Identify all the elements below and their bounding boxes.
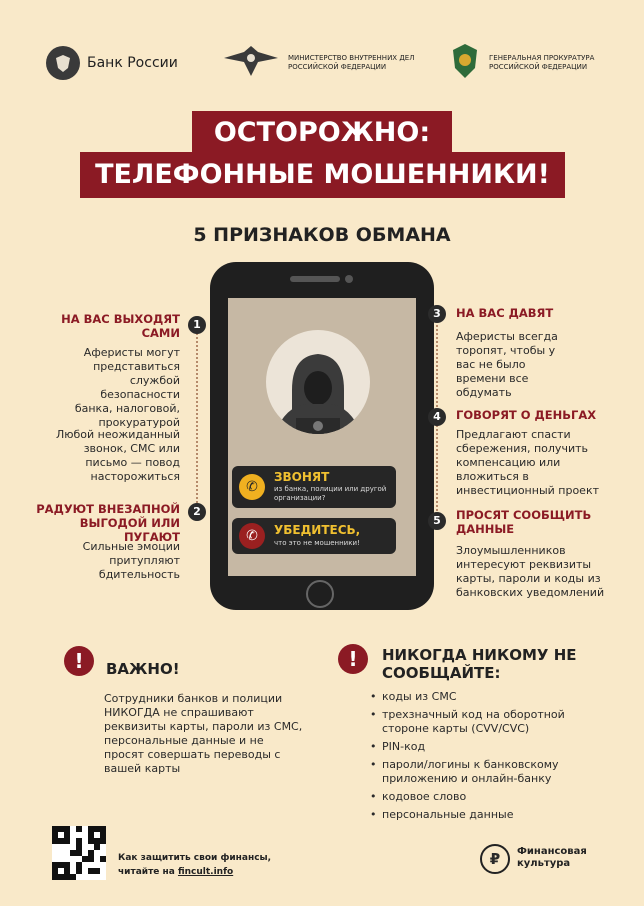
important-title: ВАЖНО! [106,660,180,678]
ruble-icon: ₽ [480,844,510,874]
sign-1-body-2: Любой неожиданный звонок, СМС или письмо — повод насторожиться [55,428,180,483]
skull-icon [313,421,323,431]
sign-number-5: 5 [428,512,446,530]
never-item: • персональные данные [370,808,600,822]
qr-code [52,826,106,880]
bank-of-russia-label: Банк России [87,55,178,71]
never-item: • пароли/логины к банковскому приложению и онлайн-банку [370,758,600,786]
footer-text-1: Как защитить свои финансы, [118,853,272,863]
never-title: НИКОГДА НИКОМУ НЕ СООБЩАЙТЕ: [382,646,577,682]
footer-text-2: читайте на fincult.info [118,867,234,877]
prosecutor-label: ГЕНЕРАЛЬНАЯ ПРОКУРАТУРА РОССИЙСКОЙ ФЕДЕРАЦИИ [489,54,595,71]
subtitle: 5 ПРИЗНАКОВ ОБМАНА [193,224,451,246]
sign-4-body: Предлагают спасти сбережения, получить компенсацию или вложиться в инвестиционный проект [456,428,599,497]
call1-title: ЗВОНЯТ [274,470,330,484]
header-logos [0,38,644,88]
sign-1-body: Аферисты могут представиться службой безопасности банка, налоговой, прокуратурой [74,346,180,429]
sign-number-3: 3 [428,305,446,323]
title-line-2: ТЕЛЕФОННЫЕ МОШЕННИКИ! [80,152,565,198]
sign-2-body: Сильные эмоции притупляют бдительность [82,540,180,581]
sign-number-4: 4 [428,408,446,426]
sign-5-title: ПРОСЯТ СООБЩИТЬ ДАННЫЕ [456,508,592,536]
never-item: • трехзначный код на оборотной стороне карты (CVV/CVC) [370,708,600,736]
phone-camera [345,275,353,283]
sign-4-title: ГОВОРЯТ О ДЕНЬГАХ [456,408,597,422]
incoming-call-card [232,466,396,508]
important-warning-icon: ! [64,646,94,676]
fincult-link[interactable]: fincult.info [177,867,234,877]
left-dotted-line [196,330,198,510]
sign-3-title: НА ВАС ДАВЯТ [456,306,554,320]
sign-2-title: РАДУЮТ ВНЕЗАПНОЙ ВЫГОДОЙ ИЛИ ПУГАЮТ [36,502,180,544]
sign-1-title: НА ВАС ВЫХОДЯТ САМИ [61,312,180,340]
call2-title: УБЕДИТЕСЬ, [274,523,361,537]
never-warning-icon: ! [338,644,368,674]
sign-5-body: Злоумышленников интересуют реквизиты карты, пароли и коды из банковских уведомлений [456,544,605,599]
sign-number-2: 2 [188,503,206,521]
important-text: Сотрудники банков и полиции НИКОГДА не спрашивают реквизиты карты, пароли из СМС, персональные данные и не просят совершать переводы с вашей карты [104,692,303,775]
call1-subtitle: из банка, полиции или другой организации? [274,485,387,502]
call2-subtitle: что это не мошенники! [274,539,360,547]
mvd-label: МИНИСТЕРСТВО ВНУТРЕННИХ ДЕЛ РОССИЙСКОЙ ФЕДЕРАЦИИ [288,54,415,71]
prosecutor-emblem-icon [448,42,482,80]
mvd-emblem-icon [222,44,280,78]
title-line-1: ОСТОРОЖНО: [192,111,452,155]
sign-number-1: 1 [188,316,206,334]
never-list [370,690,600,826]
phone-accept-icon: ✆ [239,474,265,500]
never-item: • PIN-код [370,740,600,754]
phone-speaker [290,276,340,282]
never-item: • кодовое слово [370,790,600,804]
never-item: • коды из СМС [370,690,600,704]
phone-home-button [306,580,334,608]
verify-call-card [232,518,396,554]
sign-3-body: Аферисты всегда торопят, чтобы у вас не было времени все обдумать [456,330,558,399]
phone-decline-icon: ✆ [239,523,265,549]
scammer-avatar [266,330,370,434]
bank-of-russia-emblem-icon [46,46,80,80]
fincult-brand: Финансовая культура [517,846,587,869]
